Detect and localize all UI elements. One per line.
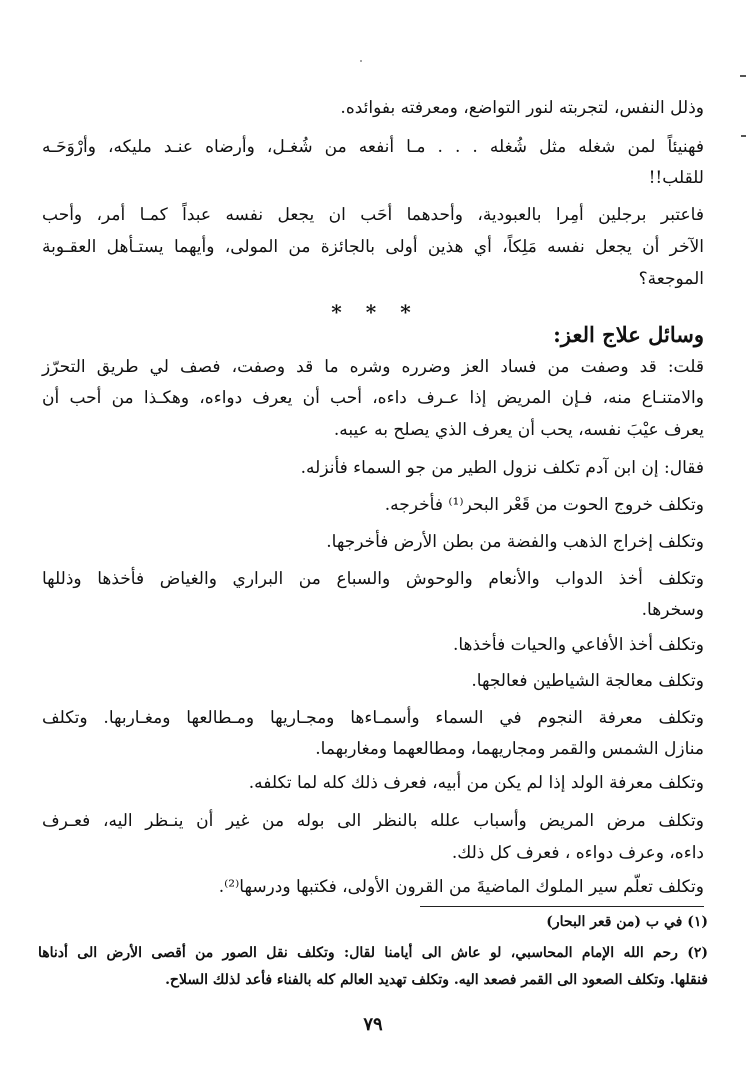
text-line: وتكلف معالجة الشياطين فعالجها. (471, 671, 704, 691)
text-line: وتكلف معرفة الولد إذا لم يكن من أبيه، فعرف ذلك كله لما تكلفه. (248, 773, 704, 793)
text-line: للقلب!! (648, 168, 704, 188)
text-line: داءه، وعرف دواءه ، فعرف كل ذلك. (451, 843, 704, 863)
section-separator (0, 300, 746, 324)
text-line: فاعتبر برجلين أمِرا بالعبودية، وأحدهما أحَب ان يجعل نفسه عبداً كمـا أمر، وأحب (42, 205, 704, 225)
text-line: وتكلف تعلّم سير الملوك الماضيةَ من القرون الأولى، فكتبها ودرسها⁽²⁾. (218, 877, 704, 897)
text-line: وتكلف إخراج الذهب والفضة من بطن الأرض فأخرجها. (326, 532, 704, 552)
page-number: ٧٩ (363, 1014, 383, 1035)
text-line: الآخر أن يجعل نفسه مَلِكاً، أي هذين أولى بالجائزة من المولى، وأيهما يستـأهل العقـوبة (42, 237, 704, 257)
text-line: منازل الشمس والقمر ومجاريهما، ومطالعهما ومغاربهما. (315, 739, 704, 759)
text-line: وتكلف خروج الحوت من قَعْر البحر⁽¹⁾ فأخرجه. (384, 495, 704, 515)
section-heading: وسائل علاج العز: (553, 322, 704, 347)
scan-speck (360, 60, 362, 62)
text-line: وتكلف مرض المريض وأسباب علله بالنظر الى بوله من غير أن ينـظر اليه، فعـرف (42, 811, 704, 831)
text-line: فقال: إن ابن آدم تكلف نزول الطير من جو السماء فأنزله. (300, 458, 704, 478)
asterisk: * (331, 300, 346, 324)
text-line: وتكلف أخذ الدواب والأنعام والوحوش والسباع من البراري والغياض فأخذها وذللها (42, 569, 704, 589)
margin-mark (741, 135, 746, 137)
text-line: قلت: قد وصفت من فساد العز وضرره وشره ما قد وصفت، فصف لي طريق التحرّز (42, 357, 704, 377)
footnote-divider (420, 906, 704, 907)
text-line: فهنيئاً لمن شغله مثل شُغله . . . مـا أنفعه من شُغـل، وأرضاه عنـد مليكه، وأرْوَحَـه (42, 137, 704, 157)
text-line: وتكلف أخذ الأفاعي والحيات فأخذها. (452, 635, 704, 655)
footnote-1: (١) في ب (من قعر البحار) (546, 914, 708, 930)
text-line: الموجعة؟ (638, 269, 704, 289)
asterisk: * (400, 300, 415, 324)
text-line: والامتنـاع منه، فـإن المريض إذا عـرف داءه، أحب أن يعرف دواءه، وهكـذا من أحب أن (42, 388, 704, 408)
footnote-2-line: (٢) رحم الله الإمام المحاسبي، لو عاش الى أيامنا لقال: وتكلف نقل الصور من أقصى الأرض الى أدناها (38, 945, 708, 961)
text-line: يعرف عيْبَ نفسه، يحب أن يعرف الذي يصلح به عيبه. (333, 420, 704, 440)
margin-mark (740, 75, 746, 77)
text-line: وذلل النفس، لتجربته لنور التواضع، ومعرفته بفوائده. (340, 98, 704, 118)
footnote-2-line: فنقلها. وتكلف الصعود الى القمر فصعد اليه. وتكلف تهديد العالم كله بالفناء فأعد لذلك السلاح. (165, 972, 708, 988)
asterisk: * (365, 300, 381, 324)
text-line: وتكلف معرفة النجوم في السماء وأسمـاءها ومجـاريها ومـطالعها ومغـاربها. وتكلف (42, 708, 704, 728)
text-line: وسخرها. (641, 600, 704, 620)
